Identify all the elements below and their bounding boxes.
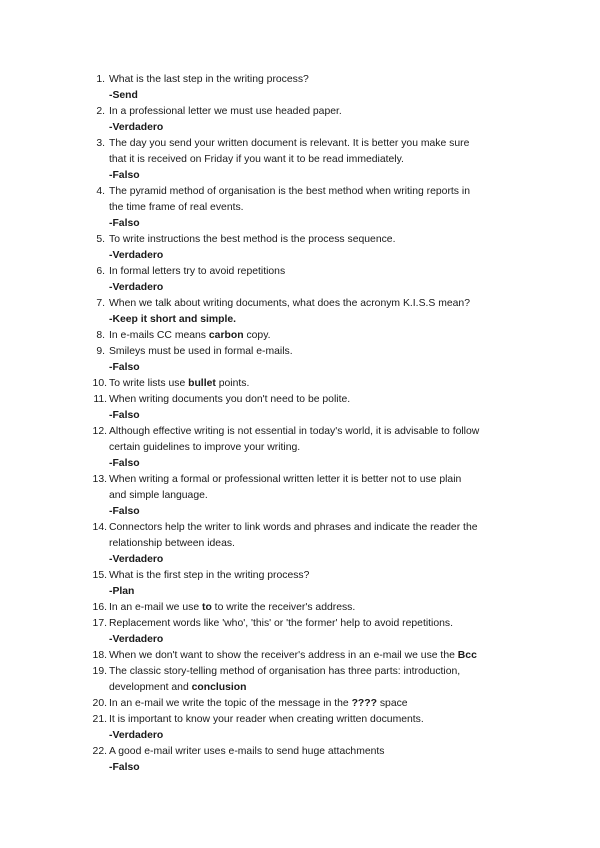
question-text	[109, 696, 528, 712]
list-item	[88, 392, 528, 424]
answer-text: -Verdadero	[109, 730, 164, 741]
question-text: Connectors help the writer to link words and phrases and indicate the reader the	[109, 522, 478, 533]
question-text: When writing documents you don't need to be polite.	[109, 394, 351, 405]
item-number: 12.	[92, 426, 107, 437]
list-item	[88, 616, 528, 648]
question-text: Smileys must be used in formal e-mails.	[109, 346, 293, 357]
question-text-start: development and	[109, 682, 192, 693]
answer-keyword: ????	[351, 698, 377, 709]
item-number: 3.	[96, 138, 105, 149]
list-item	[88, 664, 528, 696]
item-number: 5.	[96, 234, 105, 245]
item-number: 10.	[92, 378, 107, 389]
answer-text: -Verdadero	[109, 634, 164, 645]
question-text: A good e-mail writer uses e-mails to send huge attachments	[109, 746, 385, 757]
answer-keyword: carbon	[208, 330, 244, 341]
answer-keyword: bullet	[188, 378, 216, 389]
question-text: relationship between ideas.	[109, 538, 235, 549]
list-item	[88, 232, 528, 264]
question-text-start: When we don't want to show the receiver's address in an e-mail we use the	[109, 650, 458, 661]
question-text: the time frame of real events.	[109, 202, 244, 213]
question-text	[109, 376, 528, 392]
answer-text: -Verdadero	[109, 122, 164, 133]
answer-text: -Falso	[109, 410, 140, 421]
answer-text: -Falso	[109, 762, 140, 773]
answer-text: -Send	[109, 90, 138, 101]
item-number: 2.	[96, 106, 105, 117]
item-number: 17.	[92, 618, 107, 629]
question-text: When writing a formal or professional written letter it is better not to use plain	[109, 474, 462, 485]
list-item	[88, 424, 528, 472]
list-item	[88, 296, 528, 328]
list-item	[88, 712, 528, 744]
question-text-start: In e-mails CC means	[109, 330, 209, 341]
question-text: Replacement words like 'who', 'this' or 'the former' help to avoid repetitions.	[109, 618, 453, 629]
list-item	[88, 184, 528, 232]
question-text	[109, 600, 528, 616]
question-text-end: copy.	[243, 330, 271, 341]
item-number: 16.	[92, 602, 107, 613]
item-number: 11.	[93, 394, 107, 405]
item-number: 8.	[96, 330, 105, 341]
question-text: In formal letters try to avoid repetitions	[109, 266, 286, 277]
list-item	[88, 136, 528, 184]
item-number: 13.	[92, 474, 107, 485]
question-text: Although effective writing is not essential in today's world, it is advisable to follow	[109, 426, 480, 437]
question-list	[88, 72, 528, 776]
list-item	[88, 696, 528, 712]
answer-text: -Falso	[109, 506, 140, 517]
question-text-end: to write the receiver's address.	[211, 602, 356, 613]
item-number: 4.	[96, 186, 105, 197]
question-text: What is the last step in the writing process?	[109, 74, 309, 85]
question-text: The classic story-telling method of organisation has three parts: introduction,	[109, 666, 461, 677]
question-text: that it is received on Friday if you want it to be read immediately.	[109, 154, 404, 165]
answer-keyword: Bcc	[457, 650, 477, 661]
item-number: 7.	[96, 298, 105, 309]
item-number: 18.	[92, 650, 107, 661]
question-text: certain guidelines to improve your writing.	[109, 442, 301, 453]
item-number: 6.	[96, 266, 105, 277]
question-text: To write instructions the best method is the process sequence.	[109, 234, 396, 245]
question-text-start: In an e-mail we write the topic of the message in the	[109, 698, 352, 709]
answer-keyword: to	[201, 602, 212, 613]
question-text	[109, 648, 528, 664]
question-text: The day you send your written document is relevant. It is better you make sure	[109, 138, 470, 149]
answer-text: -Falso	[109, 362, 140, 373]
list-item	[88, 600, 528, 616]
question-text-start: To write lists use	[109, 378, 189, 389]
list-item	[88, 344, 528, 376]
item-number: 20.	[92, 698, 107, 709]
answer-text: -Verdadero	[109, 282, 164, 293]
answer-text: -Plan	[109, 586, 135, 597]
list-item	[88, 72, 528, 104]
question-text-end: space	[376, 698, 408, 709]
question-text: What is the first step in the writing process?	[109, 570, 310, 581]
item-number: 21.	[92, 714, 107, 725]
answer-text: -Falso	[109, 170, 140, 181]
answer-text: -Falso	[109, 458, 140, 469]
list-item	[88, 568, 528, 600]
list-item	[88, 264, 528, 296]
item-number: 15.	[92, 570, 107, 581]
item-number: 1.	[96, 74, 105, 85]
question-text-end: points.	[215, 378, 250, 389]
question-text: When we talk about writing documents, what does the acronym K.I.S.S mean?	[109, 298, 470, 309]
item-number: 22.	[92, 746, 107, 757]
list-item	[88, 520, 528, 568]
list-item	[88, 744, 528, 776]
list-item	[88, 472, 528, 520]
question-text: and simple language.	[109, 490, 208, 501]
question-text: It is important to know your reader when creating written documents.	[109, 714, 424, 725]
list-item	[88, 376, 528, 392]
question-text: In a professional letter we must use headed paper.	[109, 106, 342, 117]
answer-text: -Verdadero	[109, 250, 164, 261]
item-number: 9.	[96, 346, 105, 357]
list-item	[88, 648, 528, 664]
answer-keyword: conclusion	[191, 682, 247, 693]
item-number: 19.	[92, 666, 107, 677]
question-text-start: In an e-mail we use	[109, 602, 202, 613]
list-item	[88, 328, 528, 344]
answer-text: -Falso	[109, 218, 140, 229]
question-text: The pyramid method of organisation is the best method when writing reports in	[109, 186, 470, 197]
answer-text: -Verdadero	[109, 554, 164, 565]
list-item	[88, 104, 528, 136]
answer-text: -Keep it short and simple.	[109, 314, 237, 325]
question-text	[109, 680, 528, 696]
item-number: 14.	[92, 522, 107, 533]
question-text	[109, 328, 528, 344]
